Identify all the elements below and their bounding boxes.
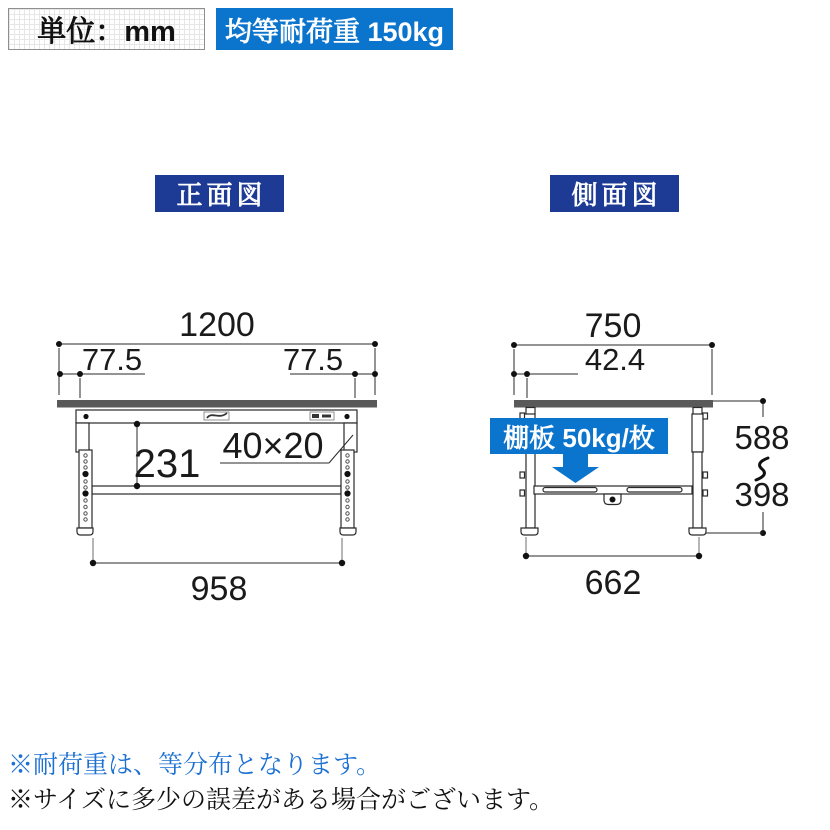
side-tabletop — [514, 400, 713, 408]
side-view-title: 側面図 — [550, 175, 679, 212]
note-load-distribution: ※耐荷重は、等分布となります。 — [8, 751, 382, 779]
front-view-diagram — [56, 306, 378, 608]
side-dim-height-max-value: 588 — [734, 419, 790, 456]
front-leg-left — [76, 423, 93, 535]
side-leg-right — [689, 408, 708, 536]
brand-sticker-center — [204, 412, 229, 420]
load-capacity-badge: 均等耐荷重 150kg — [216, 8, 453, 50]
front-crossbar — [92, 486, 341, 494]
front-dim-leg-clearance — [134, 421, 201, 489]
front-frame-rail — [76, 410, 357, 423]
front-dim-width-top-value: 1200 — [179, 306, 255, 344]
side-shelf — [534, 486, 692, 505]
side-dim-height-min-value: 398 — [734, 476, 790, 513]
side-view-diagram — [511, 307, 790, 602]
front-dim-overhang-left-value: 77.5 — [81, 342, 143, 377]
shelf-load-label: 棚板 50kg/枚 — [490, 418, 668, 454]
unit-label: 単位：mm — [37, 15, 176, 48]
front-dim-width-bottom-value: 958 — [190, 570, 248, 608]
front-dim-overhang-right-value: 77.5 — [282, 342, 344, 377]
front-dim-overhang-right — [283, 342, 378, 398]
note-size-tolerance: ※サイズに多少の誤差がある場合がございます。 — [8, 786, 555, 814]
front-tabletop — [57, 400, 377, 408]
front-dim-overhang-left — [57, 342, 145, 398]
front-dim-tube-value: 40×20 — [222, 425, 324, 466]
side-dim-overhang — [511, 342, 645, 398]
side-dim-depth-bottom — [523, 537, 702, 602]
front-dim-width-bottom — [90, 538, 345, 608]
shelf-load-arrow-icon — [552, 454, 599, 483]
side-dim-depth-top-value: 750 — [584, 307, 642, 345]
front-dim-tube — [220, 425, 353, 466]
brand-sticker-right — [310, 412, 334, 420]
footnotes — [8, 748, 554, 818]
side-dim-height-range — [706, 398, 790, 536]
front-dim-leg-clearance-value: 231 — [133, 442, 201, 486]
side-dim-depth-bottom-value: 662 — [584, 564, 642, 602]
side-dim-overhang-value: 42.4 — [584, 342, 646, 377]
front-view-title: 正面図 — [155, 175, 284, 212]
